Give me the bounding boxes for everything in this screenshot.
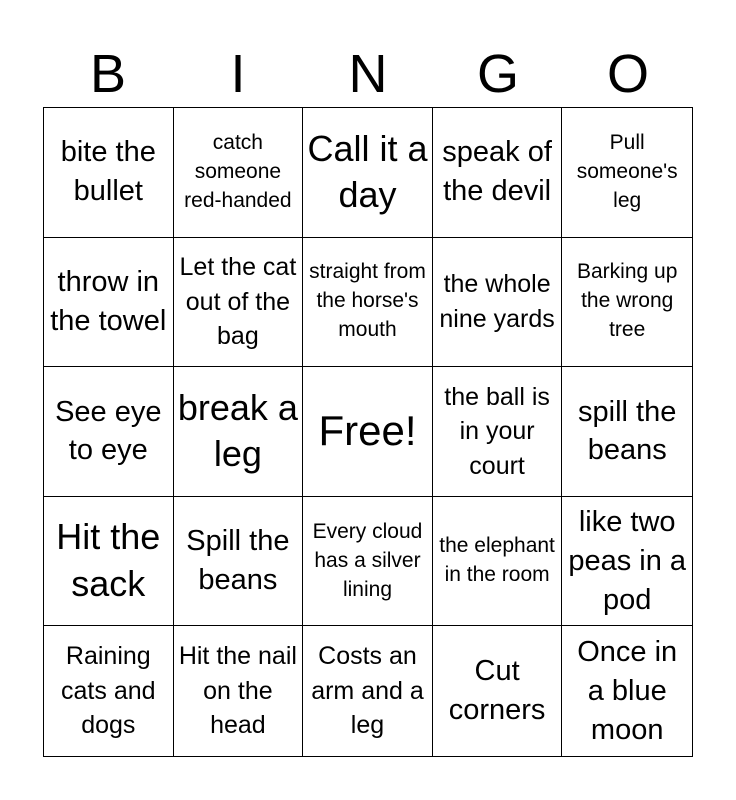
bingo-cell[interactable] bbox=[303, 626, 433, 756]
bingo-cell[interactable] bbox=[562, 367, 692, 497]
cell-text: Raining cats and dogs bbox=[61, 642, 156, 740]
header-letter-i: I bbox=[230, 44, 246, 104]
bingo-cell[interactable] bbox=[174, 497, 304, 627]
cell-text: Pull someone's leg bbox=[576, 130, 678, 212]
bingo-cell[interactable] bbox=[433, 238, 563, 368]
bingo-cell[interactable] bbox=[174, 108, 304, 238]
bingo-cell[interactable] bbox=[562, 238, 692, 368]
cell-text: straight from the horse's mouth bbox=[309, 260, 426, 342]
bingo-cell[interactable] bbox=[562, 497, 692, 627]
bingo-cell[interactable] bbox=[174, 367, 304, 497]
free-space-cell[interactable] bbox=[303, 367, 433, 497]
bingo-cell[interactable] bbox=[433, 626, 563, 756]
cell-text: catch someone red-handed bbox=[184, 130, 292, 212]
cell-text: Hit the sack bbox=[56, 516, 161, 605]
cell-text: Hit the nail on the head bbox=[178, 642, 297, 740]
cell-text: Let the cat out of the bag bbox=[179, 253, 297, 351]
cell-text: speak of the devil bbox=[442, 136, 552, 208]
bingo-header bbox=[43, 40, 693, 108]
cell-text: Once in a blue moon bbox=[577, 635, 678, 746]
bingo-cell[interactable] bbox=[562, 108, 692, 238]
header-letter-n: N bbox=[348, 44, 388, 104]
cell-text: Costs an arm and a leg bbox=[311, 642, 424, 740]
bingo-cell[interactable] bbox=[303, 497, 433, 627]
cell-text: Spill the beans bbox=[186, 525, 290, 597]
bingo-cell[interactable] bbox=[433, 497, 563, 627]
bingo-cell[interactable] bbox=[303, 238, 433, 368]
cell-text: throw in the towel bbox=[50, 266, 167, 337]
bingo-cell[interactable] bbox=[174, 626, 304, 756]
cell-text: Cut corners bbox=[448, 655, 546, 727]
cell-text: the elephant in the room bbox=[439, 534, 555, 587]
cell-text: the whole nine yards bbox=[439, 270, 555, 333]
bingo-cell[interactable] bbox=[433, 367, 563, 497]
bingo-cell[interactable] bbox=[44, 108, 174, 238]
bingo-cell[interactable] bbox=[44, 238, 174, 368]
cell-text: Free! bbox=[318, 407, 417, 455]
cell-text: break a leg bbox=[177, 386, 298, 475]
cell-text: bite the bullet bbox=[60, 136, 156, 208]
bingo-cell[interactable] bbox=[433, 108, 563, 238]
cell-text: See eye to eye bbox=[55, 395, 162, 467]
bingo-cell[interactable] bbox=[44, 626, 174, 756]
bingo-cell[interactable] bbox=[174, 238, 304, 368]
cell-text: spill the beans bbox=[578, 395, 677, 467]
cell-text: Every cloud has a silver lining bbox=[312, 519, 423, 601]
header-letter-o: O bbox=[606, 44, 649, 104]
bingo-cell[interactable] bbox=[44, 367, 174, 497]
bingo-cell[interactable] bbox=[562, 626, 692, 756]
cell-text: the ball is in your court bbox=[444, 382, 550, 480]
bingo-board bbox=[43, 107, 693, 757]
cell-text: like two peas in a pod bbox=[568, 505, 687, 616]
cell-text: Call it a day bbox=[307, 127, 428, 216]
bingo-cell[interactable] bbox=[44, 497, 174, 627]
header-letter-g: G bbox=[476, 44, 519, 104]
cell-text: Barking up the wrong tree bbox=[576, 260, 678, 342]
bingo-cell[interactable] bbox=[303, 108, 433, 238]
header-letter-b: B bbox=[89, 44, 127, 104]
